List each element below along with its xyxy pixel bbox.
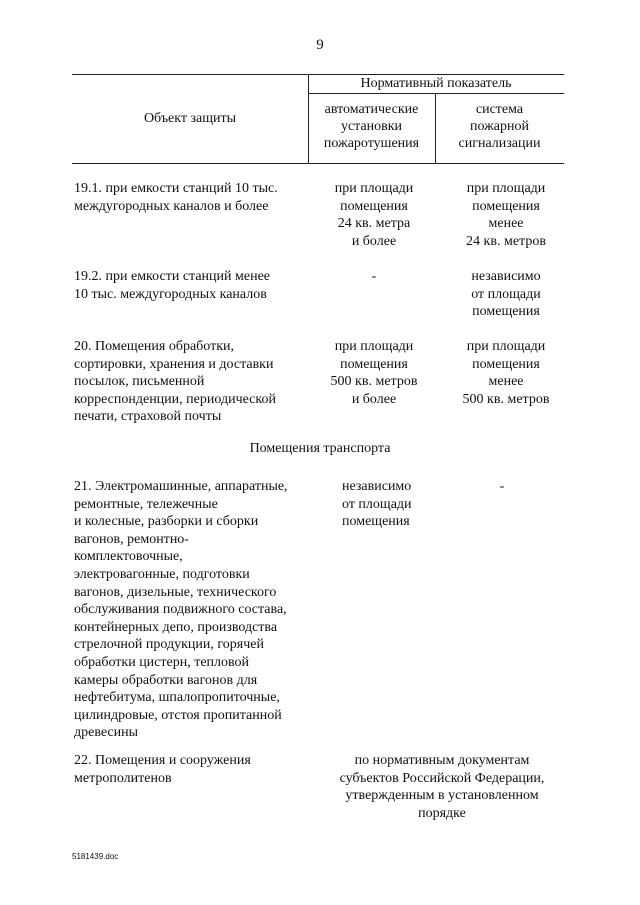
row-22-object: 22. Помещения и сооружения метрополитенов xyxy=(74,753,251,786)
header-object-column: Объект защиты xyxy=(143,111,237,126)
row-20-alarm: при площади помещения менее 500 кв. метров xyxy=(462,339,550,407)
section-heading-transport: Помещения транспорта xyxy=(249,441,391,456)
row-19-2-auto: - xyxy=(371,269,377,284)
table-header xyxy=(72,74,564,164)
row-22-normative: по нормативным документам субъектов Российской Федерации, утвержденным в установленном порядке xyxy=(339,753,545,821)
page-number: 9 xyxy=(316,37,324,53)
footer-doc-code: 5181439.doc xyxy=(72,852,119,861)
row-19-1-alarm: при площади помещения менее 24 кв. метров xyxy=(466,181,546,249)
header-col-auto-extinguishing: автоматические установки пожаротушения xyxy=(323,102,420,151)
row-21-auto: независимо от площади помещения xyxy=(342,479,412,530)
row-19-2-alarm: независимо от площади помещения xyxy=(471,269,541,320)
row-19-1-object: 19.1. при емкости станций 10 тыс. междугородных каналов и более xyxy=(74,181,278,214)
row-21-object: 21. Электромашинные, аппаратные, ремонтные, тележечные и колесные, разборки и сборки вагонов, ремонтно- комплектовочные, электровагонные, подготовки вагонов, дизельные, технического обслуживания подвижного состава, контейнерных депо, производства стрелочной продукции, горячей обработки цистерн, тепловой камеры обработки вагонов для нефтебитума, шпалопропиточные, цилиндровые, отстоя пропитанной древесины xyxy=(74,479,288,741)
row-20-auto: при площади помещения 500 кв. метров и более xyxy=(330,339,418,407)
header-normative: Нормативный показатель xyxy=(308,75,564,94)
row-20-object: 20. Помещения обработки, сортировки, хранения и доставки посылок, письменной корреспонденции, периодической печати, страховой почты xyxy=(74,339,276,425)
header-col-fire-alarm: система пожарной сигнализации xyxy=(458,102,541,151)
row-19-1-auto: при площади помещения 24 кв. метра и более xyxy=(334,181,414,249)
row-19-2-object: 19.2. при емкости станций менее 10 тыс. междугородных каналов xyxy=(74,269,270,302)
row-21-alarm: - xyxy=(499,479,505,494)
